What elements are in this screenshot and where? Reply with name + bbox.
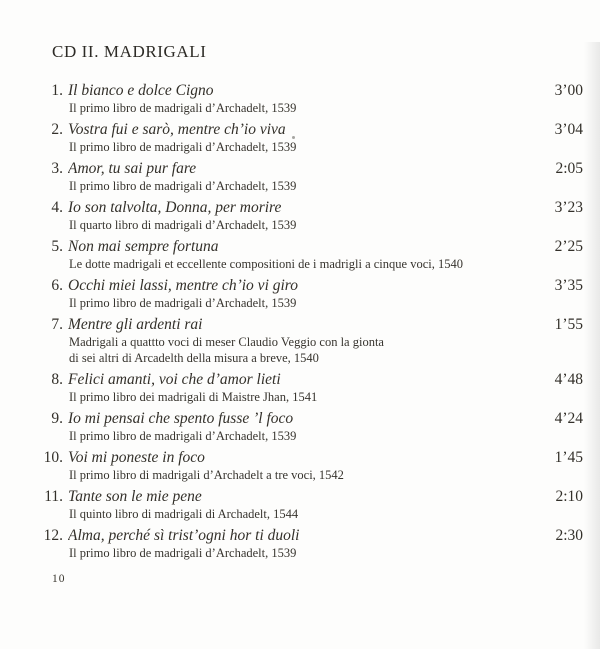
track-number: 7. [51,316,63,333]
track-source-line: Il primo libro de madrigali d’Archadelt, 1539 [69,140,297,154]
track-number: 12. [43,527,63,544]
track-title: Io son talvolta, Donna, per morire [68,199,282,216]
track-source-list [69,506,600,522]
track-title-line [0,82,600,100]
track-title: Vostra fui e sarò, mentre ch’io viva [68,121,286,138]
track-duration: 3’00 [554,82,583,99]
track-title-line [0,371,600,389]
track-duration: 4’48 [554,371,583,388]
track-duration: 2’25 [554,238,583,255]
track-number: 3. [51,160,63,177]
track-title-line [0,238,600,256]
track-title: Voi mi poneste in foco [68,449,205,466]
track-source-list [69,545,600,561]
track-title-line [0,277,600,295]
page-title: CD II. MADRIGALI [52,42,207,61]
track-duration: 1’45 [554,449,583,466]
track-source-list [69,217,600,233]
track-number: 4. [51,199,63,216]
track-duration: 3’04 [554,121,583,138]
track-source-line: di sei altri di Arcadelth della misura a breve, 1540 [69,351,319,365]
track-title-line [0,160,600,178]
track-title: Non mai sempre fortuna [68,238,219,255]
track-row [0,316,600,366]
track-number: 6. [51,277,63,294]
track-title: Amor, tu sai pur fare [68,160,197,177]
track-duration: 2:05 [555,160,583,177]
track-list [0,82,600,561]
track-duration: 3’35 [554,277,583,294]
track-title: Occhi miei lassi, mentre ch’io vi giro [68,277,299,294]
track-title: Mentre gli ardenti rai [68,316,203,333]
track-number: 9. [51,410,63,427]
track-title: Felici amanti, voi che d’amor lieti [68,371,281,388]
track-title: Alma, perché sì trist’ogni hor ti duoli [68,527,300,544]
track-duration: 4’24 [554,410,583,427]
track-source-list [69,389,600,405]
track-duration: 2:30 [555,527,583,544]
track-title: Tante son le mie pene [68,488,202,505]
track-duration: 1’55 [554,316,583,333]
track-title-line [0,527,600,545]
track-source-line: Il primo libro de madrigali d’Archadelt, 1539 [69,101,297,115]
track-source-list [69,178,600,194]
track-title-line [0,121,600,139]
track-row [0,371,600,405]
page-number: 10 [52,573,66,585]
track-title-line [0,488,600,506]
track-row [0,199,600,233]
track-title-line [0,316,600,334]
track-source-line: Il primo libro dei madrigali di Maistre Jhan, 1541 [69,390,318,404]
track-source-line: Il primo libro de madrigali d’Archadelt, 1539 [69,546,297,560]
track-row [0,82,600,116]
track-duration: 2:10 [555,488,583,505]
track-title-line [0,410,600,428]
track-row [0,488,600,522]
track-number: 10. [43,449,63,466]
track-source-line: Il quinto libro di madrigali di Archadelt, 1544 [69,507,299,521]
track-row [0,277,600,311]
track-title: Io mi pensai che spento fusse ’l foco [68,410,294,427]
track-row [0,121,600,155]
track-source-list [69,334,600,366]
scan-speck [292,136,295,139]
track-number: 11. [44,488,63,505]
track-source-list [69,467,600,483]
track-source-list [69,256,600,272]
track-source-line: Il primo libro de madrigali d’Archadelt, 1539 [69,296,297,310]
track-row [0,160,600,194]
track-number: 1. [51,82,63,99]
track-title-line [0,199,600,217]
track-number: 2. [51,121,63,138]
track-source-line: Il primo libro de madrigali d’Archadelt, 1539 [69,429,297,443]
track-row [0,410,600,444]
track-duration: 3’23 [554,199,583,216]
track-source-line: Il primo libro di madrigali d’Archadelt a tre voci, 1542 [69,468,344,482]
track-source-line: Madrigali a quattto voci di meser Claudio Veggio con la gionta [69,335,384,349]
track-source-list [69,100,600,116]
track-row [0,449,600,483]
track-source-line: Il quarto libro di madrigali d’Archadelt, 1539 [69,218,297,232]
track-source-list [69,428,600,444]
track-source-list [69,139,600,155]
track-title: Il bianco e dolce Cigno [68,82,214,99]
track-number: 5. [51,238,63,255]
booklet-page [0,42,600,649]
track-row [0,238,600,272]
track-row [0,527,600,561]
track-source-line: Il primo libro de madrigali d’Archadelt, 1539 [69,179,297,193]
track-number: 8. [51,371,63,388]
track-source-line: Le dotte madrigali et eccellente compositioni de i madrigli a cinque voci, 1540 [69,257,463,271]
track-title-line [0,449,600,467]
track-source-list [69,295,600,311]
